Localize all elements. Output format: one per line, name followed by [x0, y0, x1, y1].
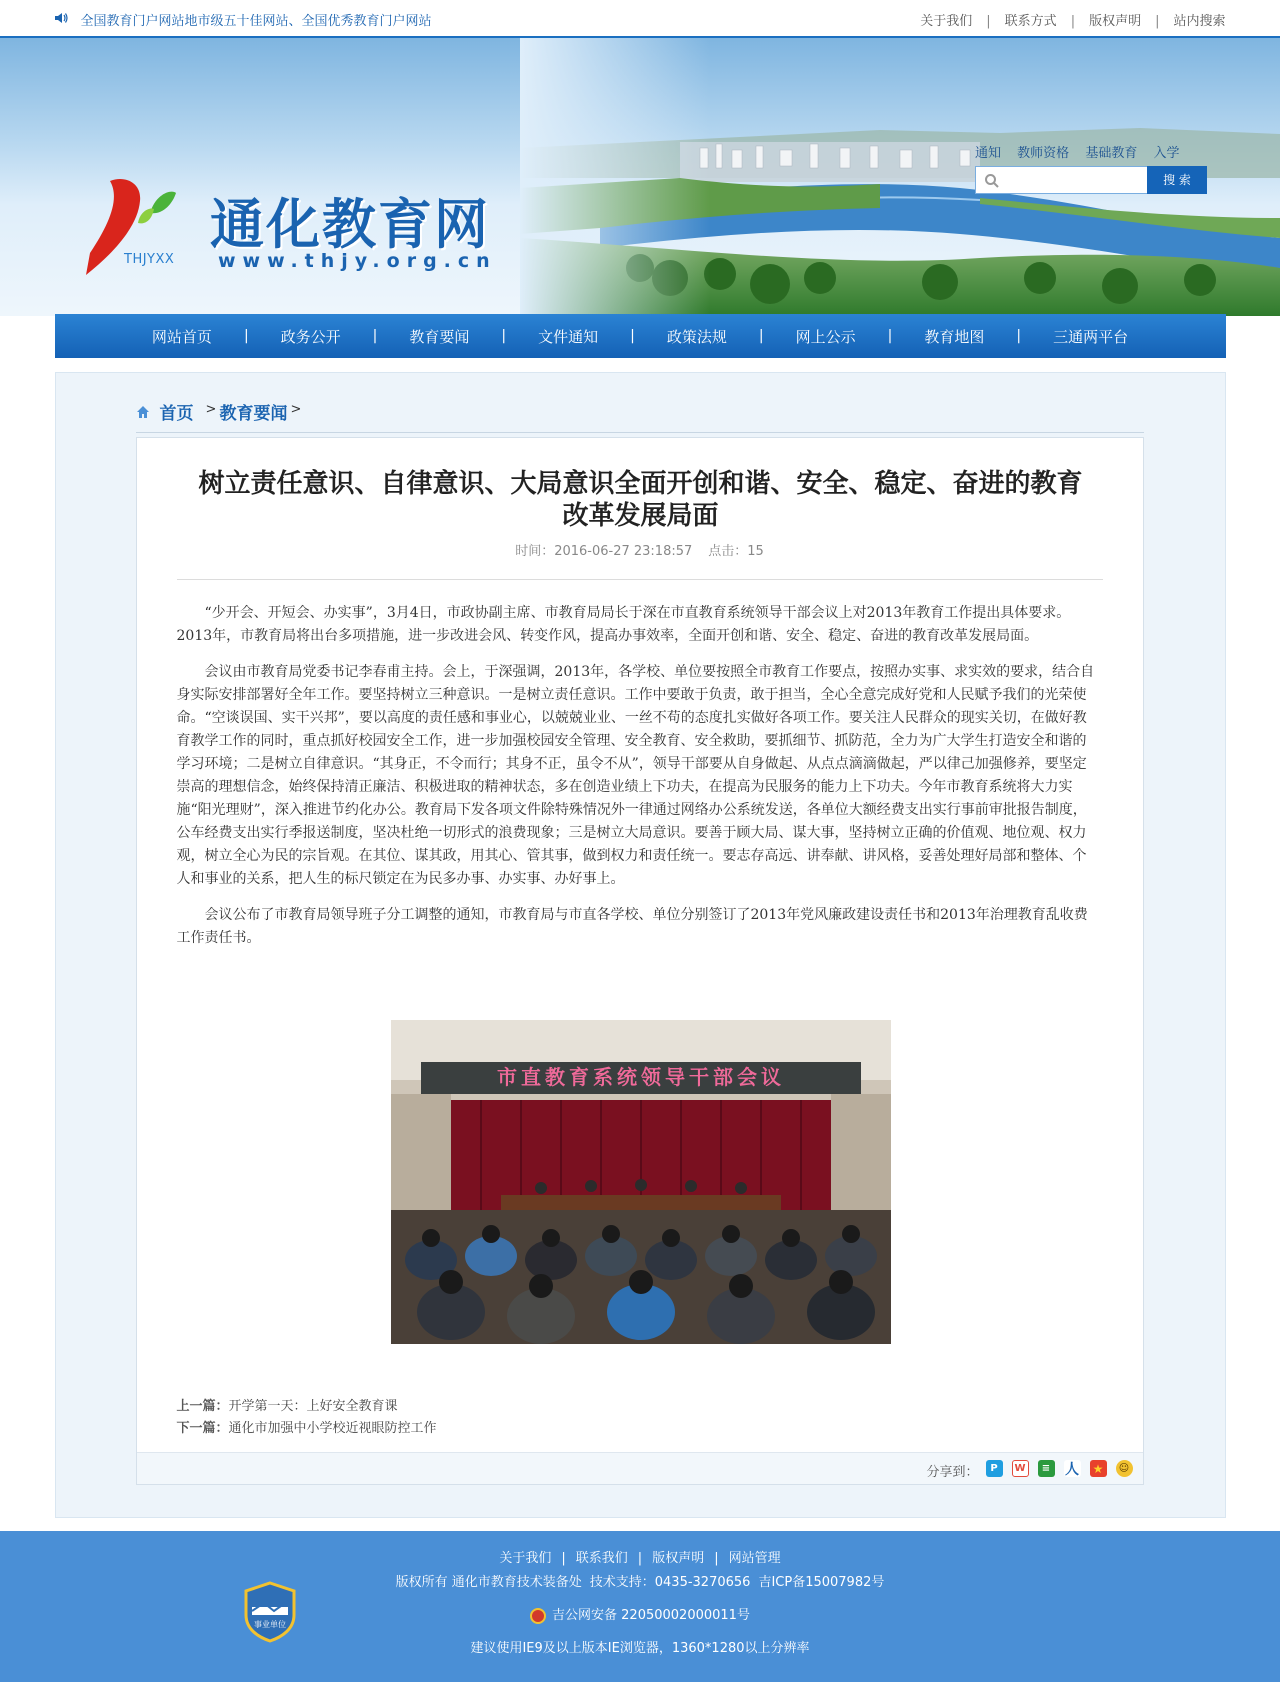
photo-banner-text: 市直教育系统领导干部会议 — [496, 1065, 785, 1089]
separator: | — [630, 328, 635, 344]
main-nav — [55, 314, 1226, 358]
article-paragraph: 会议由市教育局党委书记李春甫主持。会上，于深强调，2013年，各学校、单位要按照全市教育工作要点，按照办实事、求实效的要求，结合自身实际安排部署好全年工作。要坚持树立三种意识。一是树立责任意识。工作中要敢于负责，敢于担当，全心全意完成好党和人民赋予我们的光荣使命。“空谈误国、实干兴邦”，要以高度的责任感和事业心，以兢兢业业、一丝不苟的态度扎实做好各项工作。要关注人民群众的现实关切，在做好教育教学工作的同时，重点抓好校园安全工作，进一步加强校园安全管理、安全教育、安全救助，要抓细节、抓防范，全力为广大学生打造安全和谐的学习环境；二是树立自律意识。“其身正，不令而行；其身不正，虽令不从”，领导干部要从自身做起、从点点滴滴做起，严以律己加强修养，要坚定崇高的理想信念，始终保持清正廉洁、积极进取的精神状态，多在创造业绩上下功夫，在提高为民服务的能力上下功夫。今年市教育系统将大力实施“阳光理财”，深入推进节约化办公。教育局下发各项文件除特殊情况外一律通过网络办公系统发送，各单位大额经费支出实行事前审批报告制度，公车经费支出实行季报送制度，坚决杜绝一切形式的浪费现象；三是树立大局意识。要善于顾大局、谋大事，坚持树立正确的价值观、地位观、权力观，树立全心为民的宗旨观。在其位、谋其政，用其心、管其事，做到权力和责任统一。要志存高远、讲奉献、讲风格，妥善处理好局部和整体、个人和事业的关系，把人生的标尺锁定在为民多办事、办实事、办好事上。 — [176, 664, 1095, 887]
nav-item-document-notices[interactable]: 文件通知 — [538, 327, 599, 346]
copyright-owner: 版权所有 通化市教育技术装备处 — [395, 1575, 582, 1590]
icp-record[interactable]: 吉ICP备15007982号 — [758, 1575, 885, 1590]
prev-article-label: 上一篇： — [176, 1399, 229, 1414]
article-body — [177, 602, 1095, 963]
nav-item-education-news[interactable]: 教育要闻 — [409, 327, 470, 346]
home-icon — [136, 405, 150, 419]
article-meta — [137, 540, 1143, 559]
share-weibo-icon[interactable]: W — [1012, 1460, 1029, 1477]
main-content — [55, 372, 1226, 1518]
nav-item-government-affairs[interactable]: 政务公开 — [280, 327, 341, 346]
separator: | — [1016, 328, 1022, 344]
browser-tip: 建议使用IE9及以上版本IE浏览器，1360*1280以上分辨率 — [470, 1641, 810, 1656]
article-paragraph: “少开会、开短会、办实事”，3月4日，市政协副主席、市教育局局长于深在市直教育系统领导干部会议上对2013年教育工作提出具体要求。2013年，市教育局将出台多项措施，进一步改进会风、转变作风，提高办事效率，全面开创和谐、安全、稳定、奋进的教育改革发展局面。 — [176, 605, 1071, 644]
share-people-icon[interactable]: 人 — [1065, 1461, 1079, 1478]
tech-support: 技术支持：0435-3270656 — [589, 1575, 751, 1590]
separator: | — [243, 328, 249, 344]
quick-link-basic-education[interactable]: 基础教育 — [1085, 146, 1138, 161]
top-link-contact[interactable]: 联系方式 — [1004, 14, 1057, 29]
divider — [177, 579, 1103, 580]
next-article-label: 下一篇： — [176, 1421, 229, 1436]
share-renren-icon[interactable]: ≡ — [1038, 1460, 1055, 1477]
separator: | — [887, 328, 893, 344]
footer-copyright — [0, 1571, 1280, 1590]
meeting-photo — [391, 1020, 891, 1344]
separator: | — [372, 328, 378, 344]
badge-text: 事业单位 — [254, 1620, 286, 1629]
separator: | — [637, 1551, 643, 1566]
police-record-text[interactable]: 吉公网安备 22050002000011号 — [552, 1608, 750, 1623]
footer-link-about[interactable]: 关于我们 — [499, 1551, 552, 1566]
footer-link-copyright[interactable]: 版权声明 — [652, 1551, 705, 1566]
separator: | — [561, 1551, 566, 1566]
top-bar — [0, 0, 1280, 38]
prev-next-links — [177, 1396, 437, 1440]
article-paragraph: 会议公布了市教育局领导班子分工调整的通知，市教育局与市直各学校、单位分别签订了2013年党风廉政建设责任书和2013年治理教育乱收费工作责任书。 — [176, 907, 1088, 946]
speaker-icon — [55, 12, 69, 24]
share-qzone-icon[interactable]: P — [986, 1460, 1003, 1477]
footer — [0, 1531, 1280, 1682]
footer-links — [0, 1547, 1280, 1566]
site-url: www.thjy.org.cn — [218, 250, 497, 272]
quick-link-notice[interactable]: 通知 — [975, 146, 1002, 161]
police-badge-icon — [530, 1608, 546, 1624]
search-box — [975, 166, 1207, 194]
share-star-icon[interactable]: ★ — [1090, 1460, 1107, 1477]
breadcrumb-section[interactable]: 教育要闻 — [219, 404, 288, 424]
footer-link-admin[interactable]: 网站管理 — [728, 1551, 781, 1566]
nav-item-policies[interactable]: 政策法规 — [666, 327, 727, 346]
search-icon — [984, 173, 1000, 189]
logo-abbreviation: THJYXX — [124, 252, 175, 267]
header-banner — [0, 38, 1280, 316]
police-record — [0, 1604, 1280, 1624]
site-slogan: 全国教育门户网站地市级五十佳网站、全国优秀教育门户网站 — [80, 14, 432, 29]
next-article-row — [177, 1418, 437, 1440]
breadcrumb-separator: > — [205, 402, 217, 417]
breadcrumb-home[interactable]: 首页 — [159, 404, 194, 424]
nav-item-home[interactable]: 网站首页 — [151, 327, 212, 346]
prev-article-link[interactable]: 开学第一天：上好安全教育课 — [228, 1399, 398, 1414]
search-input[interactable] — [1008, 169, 1136, 191]
article — [136, 437, 1144, 1485]
quick-link-teacher-qualification[interactable]: 教师资格 — [1017, 146, 1070, 161]
share-icons — [986, 1460, 1133, 1477]
search-button[interactable]: 搜 索 — [1147, 166, 1207, 194]
separator: | — [986, 14, 991, 29]
nav-item-education-map[interactable]: 教育地图 — [924, 327, 985, 346]
breadcrumb — [136, 397, 1144, 433]
breadcrumb-separator: > — [290, 402, 302, 417]
footer-link-contact[interactable]: 联系我们 — [575, 1551, 628, 1566]
article-title: 树立责任意识、自律意识、大局意识全面开创和谐、安全、稳定、奋进的教育改革发展局面 — [198, 469, 1083, 531]
separator: | — [714, 1551, 719, 1566]
top-link-copyright[interactable]: 版权声明 — [1089, 14, 1142, 29]
share-bar — [137, 1452, 1143, 1484]
separator: | — [501, 328, 507, 344]
separator: | — [1155, 14, 1160, 29]
top-links — [920, 10, 1225, 29]
separator: | — [758, 328, 764, 344]
top-link-site-search[interactable]: 站内搜索 — [1173, 14, 1226, 29]
next-article-link[interactable]: 通化市加强中小学校近视眼防控工作 — [228, 1421, 437, 1436]
share-more-icon[interactable]: ☺ — [1116, 1460, 1133, 1477]
prev-article-row — [177, 1396, 437, 1418]
quick-link-enrollment[interactable]: 入学 — [1153, 146, 1180, 161]
publish-time: 时间：2016-06-27 23:18:57 — [515, 544, 693, 559]
separator: | — [1070, 14, 1076, 29]
quick-links — [975, 142, 1191, 161]
top-link-about[interactable]: 关于我们 — [920, 14, 973, 29]
click-count: 点击：15 — [708, 544, 764, 559]
site-title: 通化教育网 — [210, 193, 490, 256]
nav-item-platforms[interactable]: 三通两平台 — [1053, 327, 1129, 346]
share-label: 分享到： — [926, 1465, 979, 1480]
nav-item-public-notices[interactable]: 网上公示 — [795, 327, 856, 346]
